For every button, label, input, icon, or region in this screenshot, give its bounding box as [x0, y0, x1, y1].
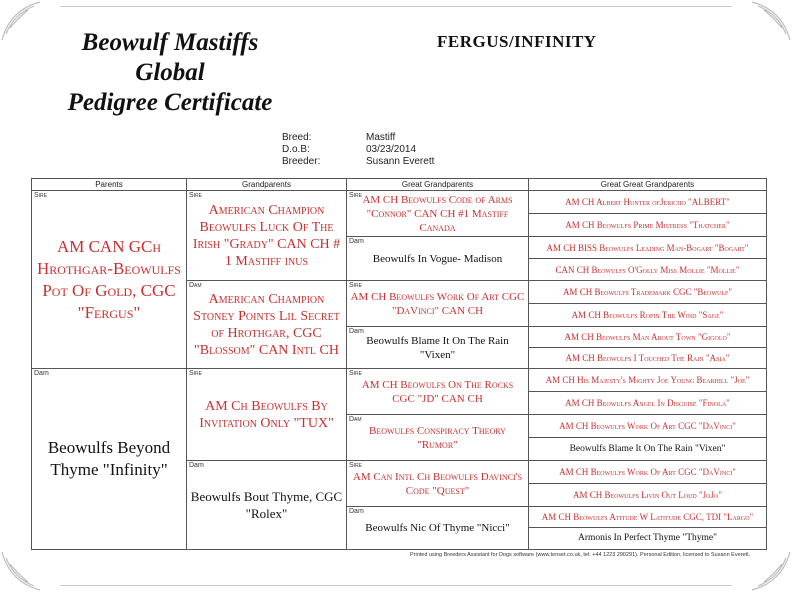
breed-value: Mastiff — [366, 132, 396, 143]
parent-dam-name: Beowulfs Beyond Thyme "Infinity" — [47, 438, 171, 479]
great-great-grandparent-4 — [529, 259, 766, 281]
great-great-grandparent-12 — [529, 438, 766, 461]
sire-tag: Sire — [34, 192, 48, 199]
kennel-title-line-3: Pedigree Certificate — [67, 89, 273, 116]
border-top — [60, 6, 732, 7]
dam-tag: Dam — [349, 508, 364, 515]
kennel-title-line-2: Global — [135, 59, 205, 86]
great-grandparent-7 — [347, 461, 529, 507]
great-great-grandparent-5-name: AM CH Beowulfs Trademark CGC "Beowulf" — [562, 287, 733, 297]
great-great-grandparent-15-name: AM CH Beowulfs Atitude W Latitude CGC, TDI "Largo" — [541, 512, 754, 522]
grandparent-4 — [187, 461, 347, 549]
breeder-value: Susann Everett — [366, 156, 435, 167]
dam-tag: Dam — [189, 282, 202, 289]
great-great-grandparent-6 — [529, 304, 766, 327]
great-great-grandparent-9-name: AM CH His Majesty's Mighty Joe Young Bearhill "Joe" — [545, 375, 750, 385]
great-great-grandparent-1 — [529, 191, 766, 214]
great-grandparent-1-name: AM CH Beowulfs Code of Arms "Connor" CAN CH #1 Mastiff Canada — [362, 193, 513, 234]
grandparent-1 — [187, 191, 347, 281]
great-great-grandparent-11 — [529, 415, 766, 438]
great-great-grandparent-7 — [529, 327, 766, 348]
great-great-grandparent-1-name: AM CH Albert Hunter ofJericho "ALBERT" — [565, 197, 730, 207]
great-grandparent-5-name: AM CH Beowulfs On The Rocks CGC "JD" CAN CH — [361, 378, 514, 405]
grandparent-1-name: American Champion Beowulfs Luck Of The Irish "Grady" CAN CH # 1 Mastiff inus — [192, 202, 341, 269]
great-grandparent-6-name: Beowulfs Conspiracy Theory "Rumor" — [369, 424, 506, 451]
great-grandparent-2-name: Beowulfs In Vogue- Madison — [372, 252, 503, 265]
grandparent-2 — [187, 281, 347, 369]
parent-sire-name: AM CAN GCh Hrothgar-Beowulfs Pot Of Gold, CGC "Fergus" — [37, 236, 181, 322]
great-great-grandparent-15 — [529, 507, 766, 528]
great-great-grandparent-3-name: AM CH BISS Beowulfs Leading Man-Bogart "Bogart" — [546, 242, 749, 253]
breeder-label: Breeder: — [282, 156, 321, 167]
great-great-grandparent-9 — [529, 369, 766, 392]
header-parents: Parents — [32, 179, 187, 191]
grandparent-3 — [187, 369, 347, 461]
dam-tag: Dam — [349, 416, 362, 423]
great-grandparent-7-name: AM Can Intl Ch Beowulfs Davinci's Code "Quest" — [352, 470, 523, 497]
great-great-grandparent-16-name: Armonis In Perfect Thyme "Thyme" — [578, 533, 717, 543]
great-great-grandparent-11-name: AM CH Beowulfs Work Of Art CGC "DaVinci" — [559, 421, 736, 431]
sire-tag: Sire — [349, 462, 363, 469]
great-great-grandparent-10 — [529, 392, 766, 415]
kennel-title — [30, 28, 310, 118]
parent-dam — [32, 369, 187, 549]
great-great-grandparent-5 — [529, 281, 766, 304]
great-great-grandparent-3 — [529, 237, 766, 259]
breed-label: Breed: — [282, 132, 312, 143]
sire-tag: Sire — [189, 192, 203, 199]
great-great-grandparent-7-name: AM CH Beowulfs Man About Town "Gigolo" — [564, 332, 731, 342]
great-great-grandparent-2 — [529, 214, 766, 237]
header-great-grandparents: Great Grandparents — [347, 179, 529, 191]
parent-sire — [32, 191, 187, 369]
grandparent-4-name: Beowulfs Bout Thyme, CGC "Rolex" — [190, 489, 343, 521]
dam-tag: Dam — [189, 462, 204, 469]
sire-tag: Sire — [349, 282, 363, 289]
great-grandparent-5 — [347, 369, 529, 415]
great-great-grandparent-8-name: AM CH Beowulfs I Touched The Rain "Asia" — [565, 353, 730, 363]
grandparent-3-name: AM Ch Beowulfs By Invitation Only "TUX" — [199, 398, 334, 431]
border-bottom — [60, 585, 732, 586]
great-grandparent-6 — [347, 415, 529, 461]
great-great-grandparent-13 — [529, 461, 766, 484]
dob-label: D.o.B: — [282, 144, 310, 155]
dam-tag: Dam — [349, 328, 364, 335]
great-great-grandparent-14 — [529, 484, 766, 507]
dog-name: FERGUS/INFINITY — [437, 32, 597, 51]
great-grandparent-1 — [347, 191, 529, 237]
great-grandparent-8 — [347, 507, 529, 549]
great-grandparent-4 — [347, 327, 529, 369]
header-great-great-grandparents: Great Great Grandparents — [529, 179, 766, 191]
great-grandparent-3 — [347, 281, 529, 327]
corner-flourish-top-right — [722, 0, 792, 70]
kennel-title-line-1: Beowulf Mastiffs — [81, 29, 259, 56]
great-grandparent-3-name: AM CH Beowulfs Work Of Art CGC "DaVinci" CAN CH — [350, 290, 525, 317]
dam-tag: Dam — [349, 238, 364, 245]
great-grandparent-8-name: Beowulfs Nic Of Thyme "Nicci" — [365, 522, 510, 534]
pedigree-table — [31, 178, 767, 550]
great-great-grandparent-4-name: CAN CH Beowulfs O'Golly Miss Mollie "Mollie" — [555, 264, 740, 275]
great-great-grandparent-14-name: AM CH Beowulfs Livin Out Loud "JoJo" — [572, 490, 722, 500]
header-grandparents: Grandparents — [187, 179, 347, 191]
great-great-grandparent-13-name: AM CH Beowulfs Work Of Art CGC "DaVinci" — [559, 467, 736, 477]
great-grandparent-2 — [347, 237, 529, 281]
software-footer: Printed using Breeders Assistant for Dogs software (www.tenset.co.uk, tel: +44 1223 290291). Personal Edition, licensed to Susann Everett. — [410, 552, 751, 558]
dob-value: 03/23/2014 — [366, 144, 417, 155]
great-great-grandparent-10-name: AM CH Beowulfs Angel In Disguise "Finola" — [565, 398, 730, 408]
grandparent-2-name: American Champion Stoney Points Lil Secret of Hrothgar, CGC "Blossom" CAN Intl CH — [193, 291, 340, 358]
great-great-grandparent-2-name: AM CH Beowulfs Prime Mistress "Thatcher" — [565, 220, 730, 230]
great-great-grandparent-8 — [529, 348, 766, 369]
sire-tag: Sire — [189, 370, 203, 377]
great-great-grandparent-6-name: AM CH Beowulfs Ropin The Wind "Sage" — [571, 310, 724, 320]
great-great-grandparent-16 — [529, 528, 766, 549]
sire-tag: Sire — [349, 192, 363, 199]
great-grandparent-4-name: Beowulfs Blame It On The Rain "Vixen" — [366, 334, 509, 361]
sire-tag: Sire — [349, 370, 363, 377]
great-great-grandparent-12-name: Beowulfs Blame It On The Rain "Vixen" — [569, 443, 726, 454]
dam-tag: Dam — [34, 370, 49, 377]
